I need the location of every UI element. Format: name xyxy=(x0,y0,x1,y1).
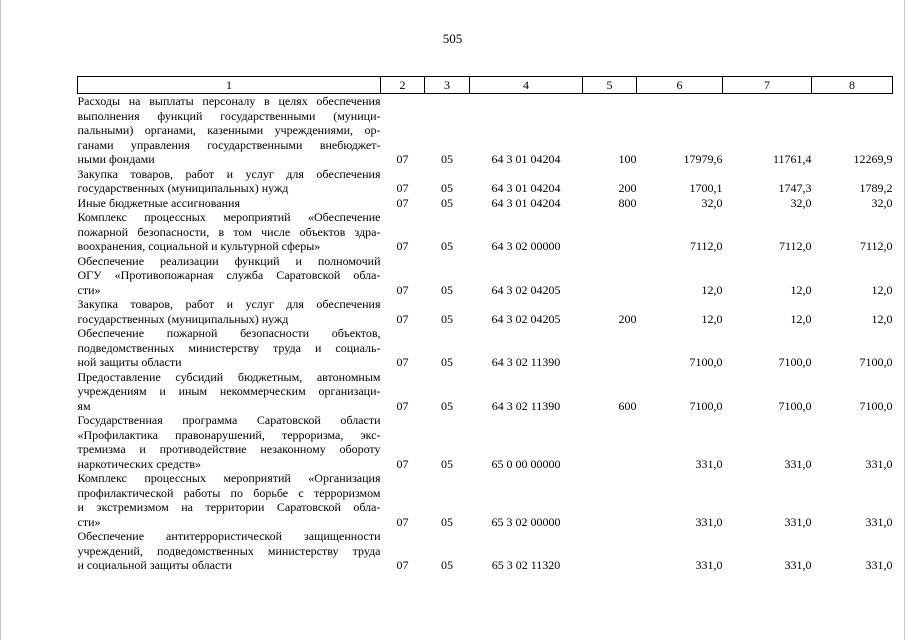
cell-section: 07 xyxy=(396,239,409,253)
cell-target-code: 65 0 00 00000 xyxy=(491,456,561,471)
cell-subsection: 05 xyxy=(441,558,453,572)
cell-amount-year-1: 12,0 xyxy=(701,282,723,297)
cell-expense-type: 200 xyxy=(618,181,637,195)
description-line: Обеспечение пожарной безопасности объектов, xyxy=(77,326,381,340)
cell-expense-type: 200 xyxy=(618,311,637,326)
cell-section: 07 xyxy=(396,398,409,413)
description-line: Закупка товаров, работ и услуг для обеспечения xyxy=(77,297,381,311)
cell-amount-year-1: 12,0 xyxy=(701,311,723,326)
cell-amount-year-3: 12,0 xyxy=(871,311,893,326)
cell-amount-year-1: 331,0 xyxy=(695,514,723,529)
cell-amount-year-1: 7100,0 xyxy=(689,398,723,413)
table-row xyxy=(78,167,893,196)
cell-amount-year-3: 32,0 xyxy=(871,195,893,210)
column-header: 6 xyxy=(637,77,723,94)
cell-amount-year-1: 17979,6 xyxy=(683,152,723,166)
cell-target-code: 64 3 02 04205 xyxy=(491,311,561,326)
cell-amount-year-2: 12,0 xyxy=(790,311,812,326)
table-row xyxy=(78,297,893,326)
description-line: тремизма и противодействие незаконному обороту xyxy=(77,442,381,456)
cell-expense-type xyxy=(583,413,637,471)
description-line: Закупка товаров, работ и услуг для обеспечения xyxy=(77,166,381,181)
cell-subsection: 05 xyxy=(441,195,453,210)
cell-subsection: 05 xyxy=(441,239,453,253)
cell-expense-type: 600 xyxy=(618,398,637,413)
cell-amount-year-2: 331,0 xyxy=(784,558,812,572)
description-line: Обеспечение реализации функций и полномочий xyxy=(77,253,381,268)
cell-amount-year-2: 7112,0 xyxy=(778,239,812,253)
description-line: профилактической работы по борьбе с терроризмом xyxy=(77,485,381,500)
page-edge-left xyxy=(0,0,1,640)
cell-amount-year-2: 331,0 xyxy=(784,456,812,471)
cell-target-code: 64 3 01 04204 xyxy=(491,195,561,210)
cell-amount-year-2: 11761,4 xyxy=(772,152,812,166)
cell-section: 07 xyxy=(396,152,409,166)
cell-amount-year-3: 331,0 xyxy=(865,514,893,529)
description-line: выполнения функций государственными (муници- xyxy=(77,108,381,123)
cell-expense-type xyxy=(583,254,637,298)
cell-subsection: 05 xyxy=(441,398,453,413)
cell-subsection: 05 xyxy=(441,355,453,369)
cell-target-code: 65 3 02 11320 xyxy=(491,558,561,572)
cell-expense-type xyxy=(583,471,637,529)
description-line: государственных (муниципальных) нужд xyxy=(77,311,289,326)
cell-subsection: 05 xyxy=(441,456,453,471)
table-row xyxy=(78,413,893,471)
table-row xyxy=(78,254,893,298)
cell-target-code: 64 3 01 04204 xyxy=(491,181,561,195)
table-row xyxy=(78,471,893,529)
description-line: ям xyxy=(77,398,91,413)
cell-amount-year-3: 7112,0 xyxy=(859,239,893,253)
cell-amount-year-1: 1700,1 xyxy=(689,181,723,195)
cell-section: 07 xyxy=(396,355,409,369)
cell-amount-year-2: 12,0 xyxy=(790,282,812,297)
description-line: ной защиты области xyxy=(77,355,182,369)
cell-expense-type: 800 xyxy=(618,195,637,210)
column-header: 4 xyxy=(470,77,583,94)
cell-section: 07 xyxy=(396,282,409,297)
table-row xyxy=(78,529,893,573)
table-body xyxy=(78,94,893,573)
description-line: Предоставление субсидий бюджетным, автономным xyxy=(77,369,381,384)
cell-amount-year-1: 7100,0 xyxy=(689,355,723,369)
cell-description xyxy=(78,471,381,529)
cell-section: 07 xyxy=(396,311,409,326)
cell-amount-year-3: 7100,0 xyxy=(859,398,893,413)
cell-expense-type xyxy=(583,326,637,370)
cell-description xyxy=(78,529,381,573)
cell-target-code: 64 3 02 04205 xyxy=(491,282,561,297)
column-header: 2 xyxy=(381,77,425,94)
cell-subsection: 05 xyxy=(441,311,453,326)
column-header: 3 xyxy=(425,77,470,94)
cell-amount-year-3: 7100,0 xyxy=(859,355,893,369)
cell-amount-year-1: 331,0 xyxy=(695,558,723,572)
cell-target-code: 64 3 02 11390 xyxy=(491,355,561,369)
description-line: Расходы на выплаты персоналу в целях обеспечения xyxy=(77,94,381,108)
page-number: 505 xyxy=(442,31,463,46)
description-line: сти» xyxy=(77,514,101,529)
description-line: пальными) органами, казенными учреждениями, ор- xyxy=(77,123,381,137)
description-line: Иные бюджетные ассигнования xyxy=(77,195,240,210)
cell-amount-year-3: 331,0 xyxy=(865,456,893,471)
cell-amount-year-3: 12,0 xyxy=(871,282,893,297)
cell-amount-year-2: 32,0 xyxy=(790,195,812,210)
cell-amount-year-2: 7100,0 xyxy=(778,355,812,369)
description-line: сти» xyxy=(77,282,101,297)
cell-target-code: 65 3 02 00000 xyxy=(491,514,561,529)
column-header: 8 xyxy=(812,77,893,94)
cell-subsection: 05 xyxy=(441,282,453,297)
cell-description xyxy=(78,196,381,211)
cell-subsection: 05 xyxy=(441,152,453,166)
table-header-row xyxy=(78,77,893,94)
cell-target-code: 64 3 01 04204 xyxy=(491,152,561,166)
cell-description xyxy=(78,254,381,298)
description-line: учреждениям и иным некоммерческим организаци- xyxy=(77,384,381,398)
cell-section: 07 xyxy=(396,195,409,210)
table-row xyxy=(78,94,893,167)
cell-expense-type xyxy=(583,210,637,254)
budget-table xyxy=(77,76,893,573)
cell-amount-year-2: 1747,3 xyxy=(778,181,812,195)
cell-amount-year-2: 331,0 xyxy=(784,514,812,529)
cell-subsection: 05 xyxy=(441,181,453,195)
cell-description xyxy=(78,413,381,471)
cell-expense-type: 100 xyxy=(618,152,637,166)
cell-section: 07 xyxy=(396,181,409,195)
description-line: государственных (муниципальных) нужд xyxy=(77,181,289,195)
column-header: 5 xyxy=(583,77,637,94)
cell-description xyxy=(78,326,381,370)
cell-section: 07 xyxy=(396,558,409,572)
cell-subsection: 05 xyxy=(441,514,453,529)
cell-target-code: 64 3 02 00000 xyxy=(491,239,561,253)
table-row xyxy=(78,326,893,370)
description-line: учреждений, подведомственных министерству труда xyxy=(77,543,381,558)
cell-description xyxy=(78,297,381,326)
cell-amount-year-1: 331,0 xyxy=(695,456,723,471)
description-line: ОГУ «Противопожарная служба Саратовской обла- xyxy=(77,268,381,282)
column-header: 7 xyxy=(723,77,812,94)
cell-amount-year-1: 7112,0 xyxy=(689,239,723,253)
cell-target-code: 64 3 02 11390 xyxy=(491,398,561,413)
table-row xyxy=(78,210,893,254)
description-line: «Профилактика правонарушений, терроризма, экс- xyxy=(77,427,381,442)
description-line: и экстремизмом на территории Саратовской обла- xyxy=(77,500,381,514)
description-line: ганами управления государственными внебюджет- xyxy=(77,137,381,152)
description-line: Комплекс процессных мероприятий «Обеспечение xyxy=(77,210,381,224)
cell-section: 07 xyxy=(396,456,409,471)
cell-expense-type xyxy=(583,529,637,573)
cell-description xyxy=(78,210,381,254)
description-line: подведомственных министерству труда и социаль- xyxy=(77,340,381,355)
description-line: пожарной безопасности, в том числе объектов здра- xyxy=(77,224,381,239)
description-line: воохранения, социальной и культурной сферы» xyxy=(77,239,321,253)
cell-description xyxy=(78,167,381,196)
column-header: 1 xyxy=(78,77,381,94)
description-line: ными фондами xyxy=(77,152,155,166)
cell-amount-year-3: 1789,2 xyxy=(859,181,893,195)
cell-section: 07 xyxy=(396,514,409,529)
description-line: Комплекс процессных мероприятий «Организация xyxy=(77,471,381,485)
cell-amount-year-2: 7100,0 xyxy=(778,398,812,413)
cell-amount-year-1: 32,0 xyxy=(701,195,723,210)
description-line: наркотических средств» xyxy=(77,456,202,471)
cell-amount-year-3: 12269,9 xyxy=(853,152,893,166)
table-row xyxy=(78,370,893,414)
description-line: и социальной защиты области xyxy=(77,558,232,572)
cell-amount-year-3: 331,0 xyxy=(865,558,893,572)
cell-description xyxy=(78,94,381,167)
description-line: Государственная программа Саратовской области xyxy=(77,413,381,427)
description-line: Обеспечение антитеррористической защищенности xyxy=(77,529,381,543)
table-row xyxy=(78,196,893,211)
cell-description xyxy=(78,370,381,414)
